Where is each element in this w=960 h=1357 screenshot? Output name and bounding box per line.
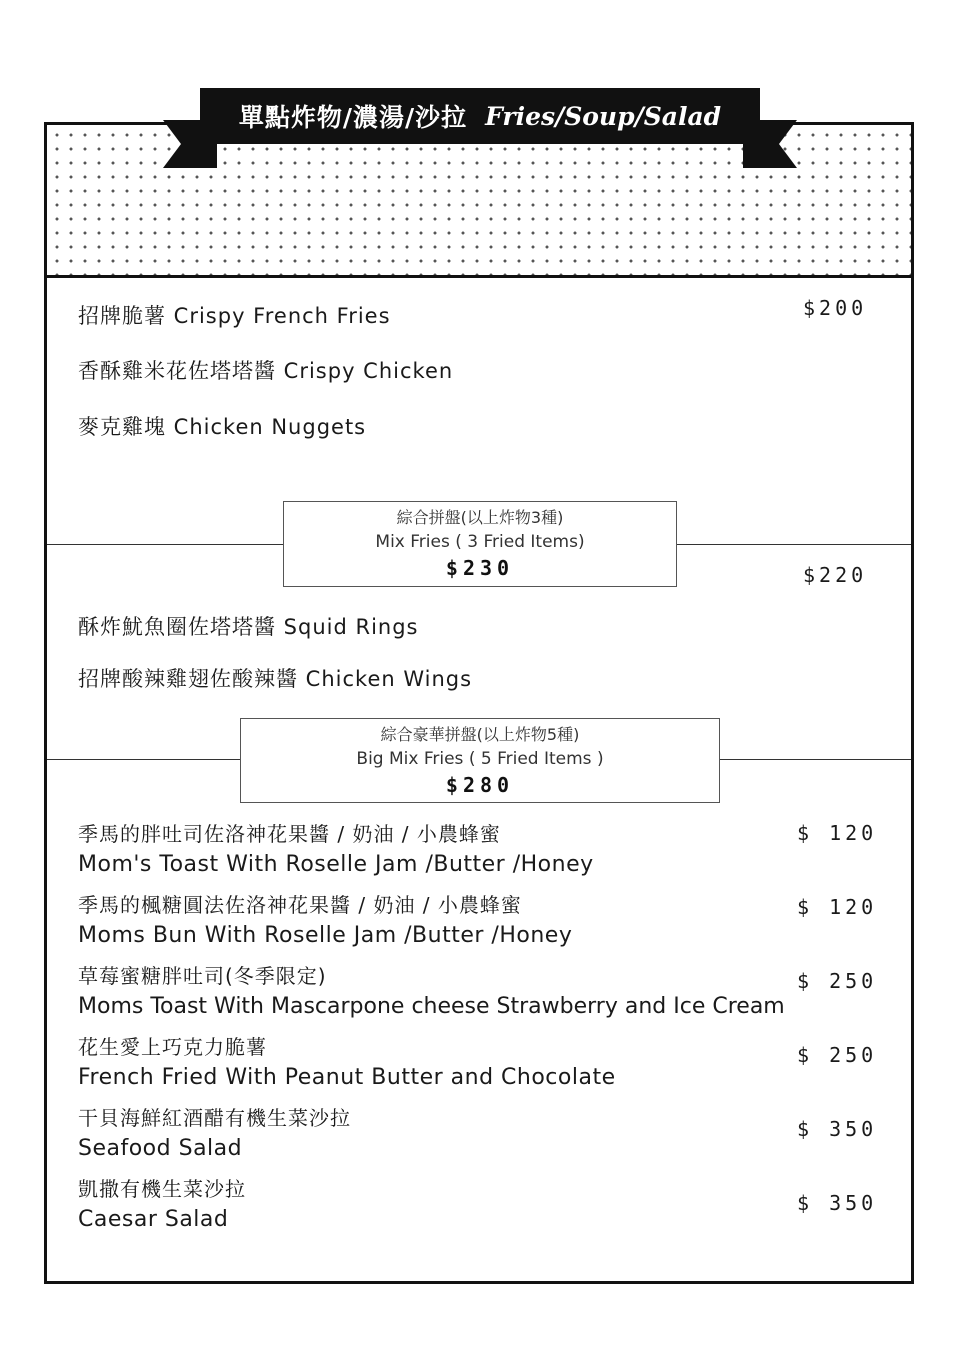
menu-item-zh: 花生愛上巧克力脆薯	[78, 1035, 267, 1059]
menu-item-price: $ 120	[797, 821, 878, 845]
combo2-label-zh: 綜合豪華拼盤(以上炸物5種)	[380, 725, 580, 744]
combo-box-mix-fries	[283, 501, 677, 587]
menu-item-crispy-chicken: 香酥雞米花佐塔塔醬 Crispy Chicken	[78, 359, 454, 383]
menu-item-price: $ 250	[797, 969, 878, 993]
menu-item-squid-rings: 酥炸魷魚圈佐塔塔醬 Squid Rings	[78, 615, 419, 639]
section1-price: $200	[803, 296, 868, 320]
menu-item-en: Mom's Toast With Roselle Jam /Butter /Honey	[78, 852, 594, 877]
menu-item-zh: 干貝海鮮紅酒醋有機生菜沙拉	[78, 1106, 351, 1130]
menu-item-en: Caesar Salad	[78, 1207, 229, 1232]
menu-item-zh: 季馬的楓糖圓法佐洛神花果醬 / 奶油 / 小農蜂蜜	[78, 893, 522, 917]
header-divider	[47, 275, 911, 278]
combo1-label-zh: 綜合拼盤(以上炸物3種)	[396, 508, 564, 527]
combo2-price: $280	[445, 773, 515, 797]
menu-item-en: Seafood Salad	[78, 1136, 243, 1161]
menu-item-en: French Fried With Peanut Butter and Chocolate	[78, 1065, 616, 1090]
menu-item-zh: 凱撒有機生菜沙拉	[78, 1177, 246, 1201]
menu-item-en: Moms Bun With Roselle Jam /Butter /Honey	[78, 923, 573, 948]
combo1-price: $230	[445, 556, 515, 580]
title-ribbon	[200, 88, 760, 144]
menu-title-english: Fries/Soup/Salad	[485, 101, 722, 131]
combo-box-big-mix-fries	[240, 718, 720, 803]
menu-item-zh: 季馬的胖吐司佐洛神花果醬 / 奶油 / 小農蜂蜜	[78, 822, 501, 846]
menu-item-crispy-french-fries: 招牌脆薯 Crispy French Fries	[78, 304, 391, 328]
section2-price: $220	[803, 563, 868, 587]
menu-item-zh: 草莓蜜糖胖吐司(冬季限定)	[78, 964, 327, 988]
menu-item-price: $ 250	[797, 1043, 878, 1067]
menu-title-chinese: 單點炸物/濃湯/沙拉	[238, 103, 468, 132]
menu-item-price: $ 120	[797, 895, 878, 919]
combo2-label-en: Big Mix Fries ( 5 Fried Items )	[356, 749, 604, 769]
menu-item-en: Moms Toast With Mascarpone cheese Strawberry and Ice Cream	[78, 994, 785, 1019]
menu-item-chicken-wings: 招牌酸辣雞翅佐酸辣醬 Chicken Wings	[78, 667, 473, 691]
menu-item-chicken-nuggets: 麥克雞塊 Chicken Nuggets	[78, 415, 367, 439]
menu-item-price: $ 350	[797, 1117, 878, 1141]
menu-item-price: $ 350	[797, 1191, 878, 1215]
combo1-label-en: Mix Fries ( 3 Fried Items)	[375, 532, 585, 552]
